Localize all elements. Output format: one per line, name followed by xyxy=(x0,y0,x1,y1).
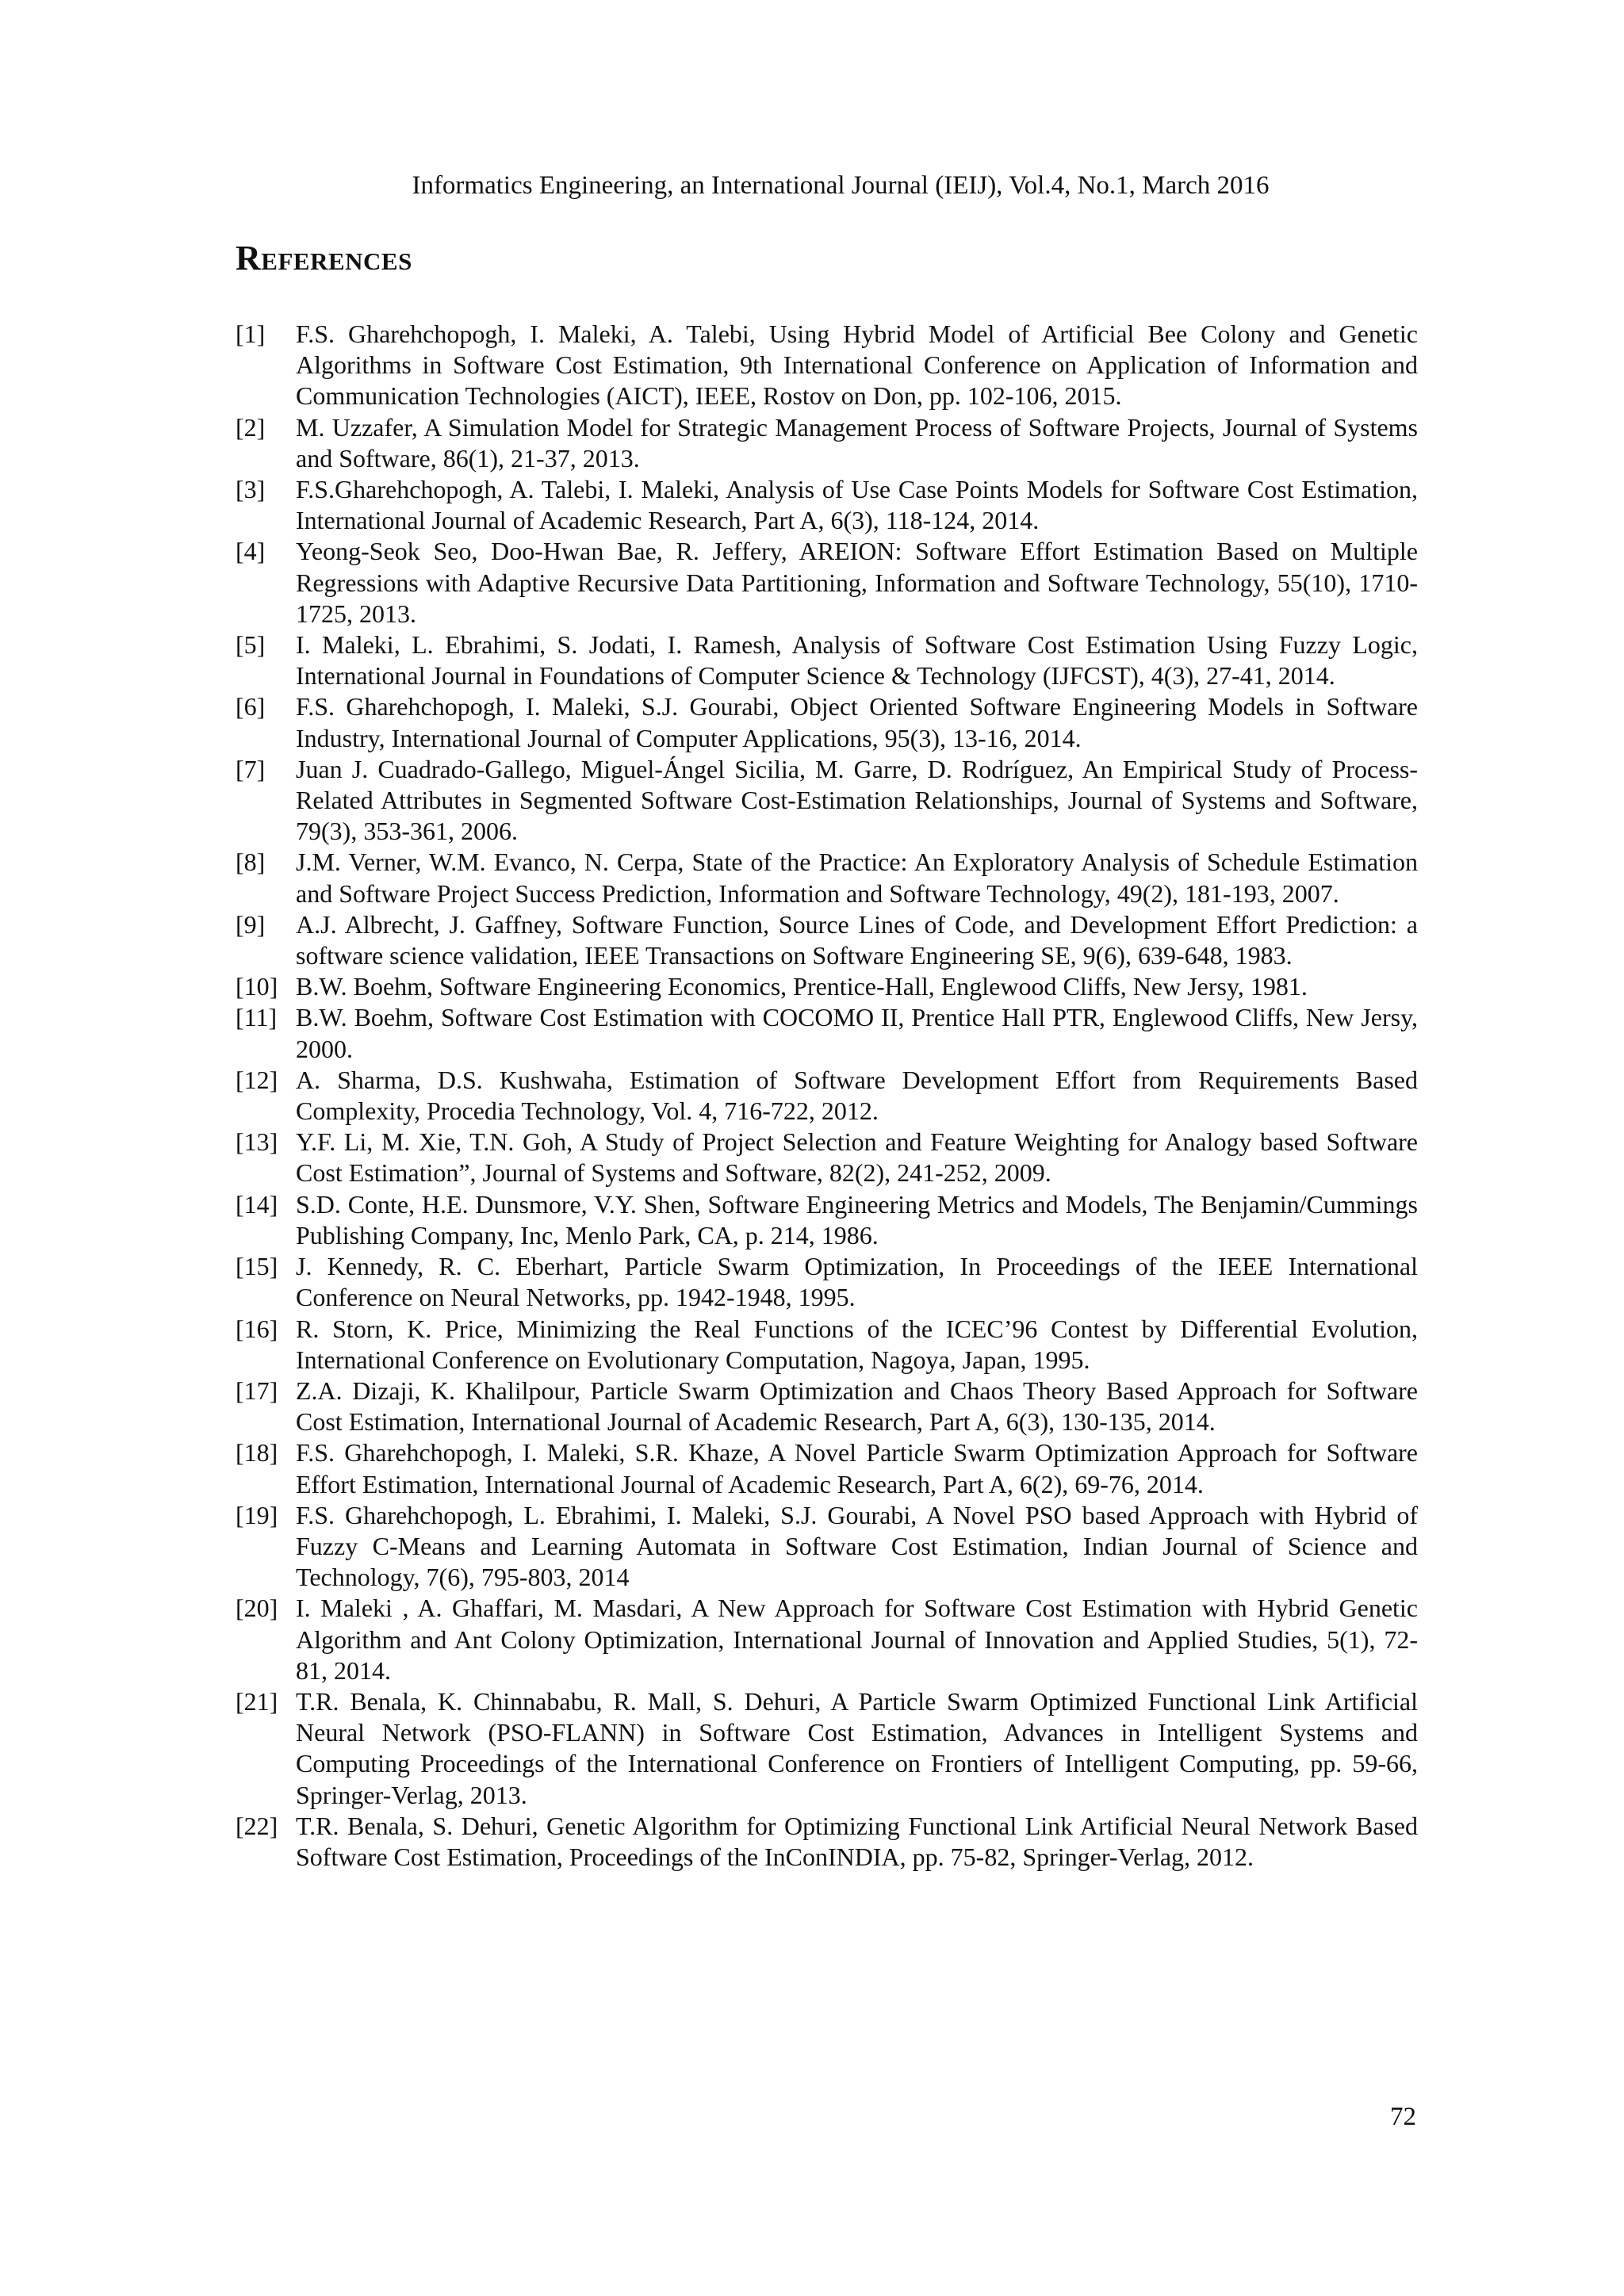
reference-text: A. Sharma, D.S. Kushwaha, Estimation of Software Development Effort from Requirements Based Complexity, Procedia Technology, Vol. 4, 716-722, 2012. xyxy=(296,1065,1418,1126)
reference-number: [19] xyxy=(236,1500,278,1529)
reference-item xyxy=(236,1686,1418,1811)
reference-item xyxy=(236,1189,1418,1251)
reference-text: B.W. Boehm, Software Cost Estimation with COCOMO II, Prentice Hall PTR, Englewood Cliffs, New Jersy, 2000. xyxy=(296,1003,1418,1063)
reference-item xyxy=(236,474,1418,536)
reference-text: I. Maleki , A. Ghaffari, M. Masdari, A New Approach for Software Cost Estimation with Hybrid Genetic Algorithm and Ant Colony Optimization, International Journal of Innovation and Applied Studies, 5(1), 72-81, 2014. xyxy=(296,1594,1418,1685)
reference-number: [7] xyxy=(236,754,266,783)
reference-text: J. Kennedy, R. C. Eberhart, Particle Swarm Optimization, In Proceedings of the IEEE International Conference on Neural Networks, pp. 1942-1948, 1995. xyxy=(296,1252,1418,1312)
reference-number: [11] xyxy=(236,1003,278,1032)
reference-text: J.M. Verner, W.M. Evanco, N. Cerpa, State of the Practice: An Exploratory Analysis of Schedule Estimation and Software Project Success Prediction, Information and Software Technology, 49(2), 181-193, 2007. xyxy=(296,848,1418,908)
reference-text: A.J. Albrecht, J. Gaffney, Software Function, Source Lines of Code, and Development Effort Prediction: a software science validation, IEEE Transactions on Software Engineering SE, 9(6), 639-648, 1983. xyxy=(296,909,1418,970)
reference-text: Z.A. Dizaji, K. Khalilpour, Particle Swarm Optimization and Chaos Theory Based Approach for Software Cost Estimation, International Journal of Academic Research, Part A, 6(3), 130-135, 2014. xyxy=(296,1376,1418,1437)
reference-item xyxy=(236,971,1418,1002)
reference-item xyxy=(236,412,1418,474)
reference-text: F.S. Gharehchopogh, I. Maleki, S.R. Khaze, A Novel Particle Swarm Optimization Approach for Software Effort Estimation, International Journal of Academic Research, Part A, 6(2), 69-76, 2014. xyxy=(296,1438,1418,1498)
reference-number: [22] xyxy=(236,1811,278,1840)
reference-item xyxy=(236,691,1418,753)
reference-number: [16] xyxy=(236,1314,278,1343)
reference-text: Yeong-Seok Seo, Doo-Hwan Bae, R. Jeffery, AREION: Software Effort Estimation Based on Multiple Regressions with Adaptive Recursive Data Partitioning, Information and Software Technology, 55(10), 1710-1725, 2013. xyxy=(296,537,1418,628)
reference-text: F.S. Gharehchopogh, L. Ebrahimi, I. Maleki, S.J. Gourabi, A Novel PSO based Approach with Hybrid of Fuzzy C-Means and Learning Automata in Software Cost Estimation, Indian Journal of Science and Technology, 7(6), 795-803, 2014 xyxy=(296,1500,1418,1592)
reference-number: [8] xyxy=(236,848,266,877)
reference-number: [3] xyxy=(236,475,266,504)
section-title: References xyxy=(236,239,412,277)
reference-item xyxy=(236,1127,1418,1188)
page-number: 72 xyxy=(1390,2103,1416,2131)
reference-text: F.S. Gharehchopogh, I. Maleki, A. Talebi, Using Hybrid Model of Artificial Bee Colony and Genetic Algorithms in Software Cost Estimation, 9th International Conference on Application of Information and Communication Technologies (AICT), IEEE, Rostov on Don, pp. 102-106, 2015. xyxy=(296,320,1418,411)
reference-item xyxy=(236,1593,1418,1686)
reference-text: I. Maleki, L. Ebrahimi, S. Jodati, I. Ramesh, Analysis of Software Cost Estimation Using Fuzzy Logic, International Journal in Foundations of Computer Science & Technology (IJFCST), 4(3), 27-41, 2014. xyxy=(296,630,1418,691)
reference-text: F.S.Gharehchopogh, A. Talebi, I. Maleki, Analysis of Use Case Points Models for Software Cost Estimation, International Journal of Academic Research, Part A, 6(3), 118-124, 2014. xyxy=(296,475,1418,535)
reference-item xyxy=(236,1437,1418,1499)
reference-item xyxy=(236,1065,1418,1127)
reference-item xyxy=(236,909,1418,971)
reference-number: [21] xyxy=(236,1686,278,1716)
reference-number: [4] xyxy=(236,537,266,566)
reference-item xyxy=(236,629,1418,691)
reference-item xyxy=(236,1314,1418,1376)
reference-number: [20] xyxy=(236,1594,278,1623)
reference-list xyxy=(236,319,1418,1873)
reference-item xyxy=(236,1811,1418,1873)
reference-number: [12] xyxy=(236,1065,278,1094)
reference-item xyxy=(236,1251,1418,1313)
reference-item xyxy=(236,847,1418,909)
reference-text: F.S. Gharehchopogh, I. Maleki, S.J. Gourabi, Object Oriented Software Engineering Models in Software Industry, International Journal of Computer Applications, 95(3), 13-16, 2014. xyxy=(296,692,1418,752)
reference-text: B.W. Boehm, Software Engineering Economics, Prentice-Hall, Englewood Cliffs, New Jersy, 1981. xyxy=(296,972,1308,1001)
reference-text: R. Storn, K. Price, Minimizing the Real Functions of the ICEC’96 Contest by Differential Evolution, International Conference on Evolutionary Computation, Nagoya, Japan, 1995. xyxy=(296,1314,1418,1374)
reference-number: [2] xyxy=(236,412,266,442)
reference-item xyxy=(236,1002,1418,1064)
reference-number: [17] xyxy=(236,1376,278,1405)
reference-item xyxy=(236,1500,1418,1594)
reference-number: [9] xyxy=(236,909,266,939)
reference-number: [18] xyxy=(236,1438,278,1468)
reference-text: S.D. Conte, H.E. Dunsmore, V.Y. Shen, Software Engineering Metrics and Models, The Benjamin/Cummings Publishing Company, Inc, Menlo Park, CA, p. 214, 1986. xyxy=(296,1189,1418,1249)
reference-number: [10] xyxy=(236,972,278,1001)
reference-item xyxy=(236,1376,1418,1437)
reference-number: [1] xyxy=(236,320,266,348)
reference-number: [6] xyxy=(236,692,266,721)
reference-text: Y.F. Li, M. Xie, T.N. Goh, A Study of Project Selection and Feature Weighting for Analogy based Software Cost Estimation”, Journal of Systems and Software, 82(2), 241-252, 2009. xyxy=(296,1127,1418,1188)
reference-number: [15] xyxy=(236,1252,278,1281)
running-header: Informatics Engineering, an International Journal (IEIJ), Vol.4, No.1, March 2016 xyxy=(412,171,1270,200)
reference-number: [13] xyxy=(236,1127,278,1157)
reference-text: T.R. Benala, S. Dehuri, Genetic Algorithm for Optimizing Functional Link Artificial Neural Network Based Software Cost Estimation, Proceedings of the InConINDIA, pp. 75-82, Springer-Verlag, 2012. xyxy=(296,1811,1418,1871)
reference-number: [14] xyxy=(236,1189,278,1219)
reference-text: Juan J. Cuadrado-Gallego, Miguel-Ángel Sicilia, M. Garre, D. Rodríguez, An Empirical Study of Process-Related Attributes in Segmented Software Cost-Estimation Relationships, Journal of Systems and Software, 79(3), 353-361, 2006. xyxy=(296,754,1418,846)
reference-item xyxy=(236,536,1418,629)
reference-number: [5] xyxy=(236,630,266,660)
reference-text: M. Uzzafer, A Simulation Model for Strategic Management Process of Software Projects, Journal of Systems and Software, 86(1), 21-37, 2013. xyxy=(296,412,1418,473)
reference-text: T.R. Benala, K. Chinnababu, R. Mall, S. Dehuri, A Particle Swarm Optimized Functional Link Artificial Neural Network (PSO-FLANN) in Software Cost Estimation, Advances in Intelligent Systems and Computing Proceedings of the International Conference on Frontiers of Intelligent Computing, pp. 59-66, Springer-Verlag, 2013. xyxy=(296,1686,1418,1809)
reference-item xyxy=(236,754,1418,848)
reference-item xyxy=(236,319,1418,412)
